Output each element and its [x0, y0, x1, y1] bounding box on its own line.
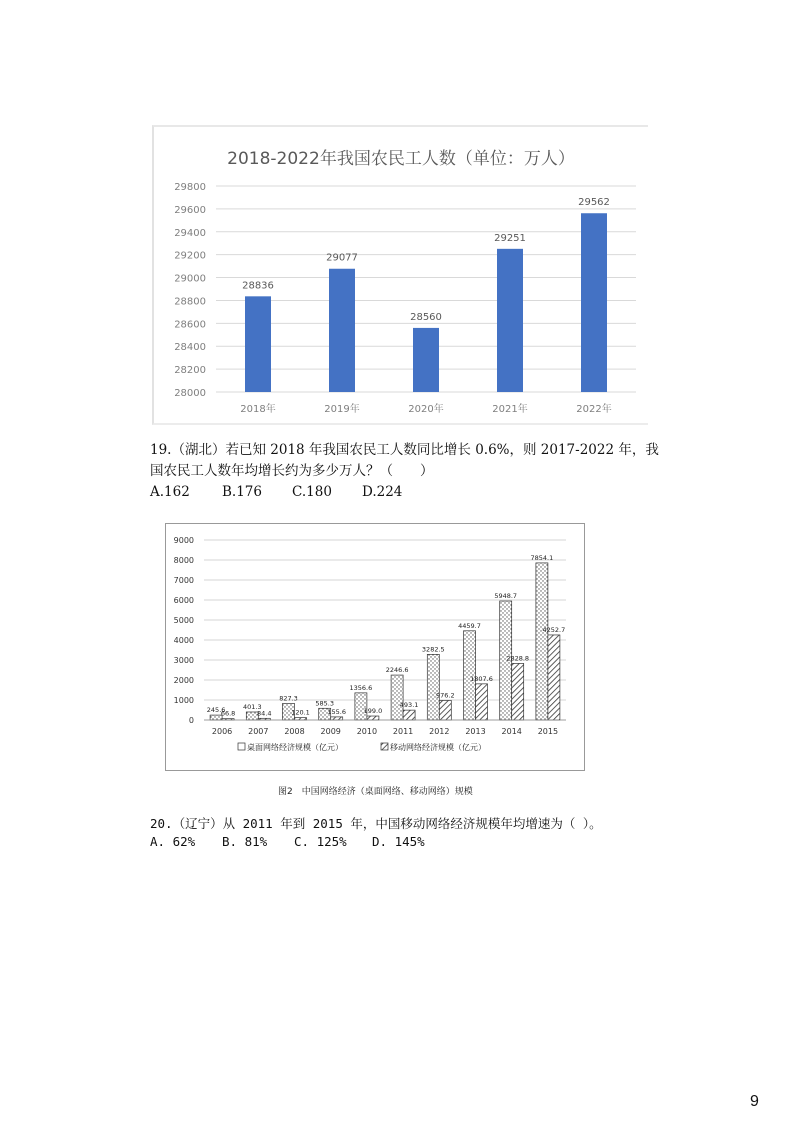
q19-option-c[interactable]: C.180: [292, 484, 332, 500]
network-economy-chart: [165, 523, 585, 771]
question-19-line1: 19.（湖北）若已知 2018 年我国农民工人数同比增长 0.6%，则 2017-2022 年，我: [150, 442, 659, 458]
data-label: 401.3: [242, 702, 262, 711]
question-19-line2: 国农民工人数年均增长约为多少万人？（ ）: [150, 463, 434, 479]
bar: [476, 684, 488, 720]
data-label: 4252.7: [542, 625, 566, 634]
data-label: 84.4: [257, 709, 272, 718]
question-20-options: [150, 833, 670, 851]
y-tick-label: 3000: [173, 656, 194, 665]
bar: [548, 635, 560, 720]
bar: [427, 654, 439, 720]
question-19-options: [150, 482, 660, 503]
q20-option-b[interactable]: B. 81%: [222, 834, 268, 849]
x-tick-label: 2009: [320, 727, 341, 736]
bar: [439, 700, 451, 720]
network-economy-bar-chart-svg: [166, 524, 584, 770]
y-tick-label: 28800: [174, 296, 206, 308]
bar: [391, 675, 403, 720]
y-tick-label: 2000: [173, 676, 194, 685]
legend-swatch-mobile: [381, 743, 388, 750]
x-tick-label: 2021年: [492, 404, 528, 415]
bar: [497, 249, 523, 392]
q19-option-d[interactable]: D.224: [362, 484, 403, 500]
y-tick-label: 1000: [173, 696, 194, 705]
x-tick-label: 2013: [465, 727, 486, 736]
y-tick-label: 6000: [173, 596, 194, 605]
q20-option-c[interactable]: C. 125%: [294, 834, 347, 849]
data-label: 493.1: [399, 701, 419, 710]
data-label: 3282.5: [421, 645, 445, 654]
data-label: 245.6: [206, 706, 226, 715]
y-tick-label: 29600: [174, 204, 206, 216]
x-tick-label: 2020年: [408, 404, 444, 415]
y-tick-label: 29400: [174, 227, 206, 239]
page-number: 9: [750, 1093, 759, 1110]
bar: [536, 563, 548, 720]
data-label: 1807.6: [470, 674, 493, 683]
data-label: 28836: [242, 280, 274, 292]
y-tick-label: 7000: [173, 576, 194, 585]
data-label: 827.3: [279, 694, 298, 703]
question-20-line1: 20.（辽宁）从 2011 年到 2015 年，中国移动网络经济规模年均增速为（ ）。: [150, 816, 602, 831]
question-19: [150, 440, 660, 503]
data-label: 29562: [578, 197, 610, 209]
x-tick-label: 2011: [392, 727, 414, 736]
bar: [413, 328, 439, 392]
y-tick-label: 28200: [174, 365, 206, 377]
data-label: 976.2: [435, 691, 455, 700]
migrant-workers-chart: [152, 125, 648, 425]
data-label: 4459.7: [458, 621, 481, 630]
y-tick-label: 28600: [174, 319, 206, 331]
bar: [581, 213, 607, 392]
x-tick-label: 2022年: [576, 404, 612, 415]
data-label: 199.0: [363, 707, 383, 716]
x-tick-label: 2012: [429, 727, 450, 736]
data-label: 585.3: [315, 699, 335, 708]
bar: [329, 269, 355, 392]
q20-option-a[interactable]: A. 62%: [150, 834, 196, 849]
x-tick-label: 2015: [537, 727, 559, 736]
y-tick-label: 9000: [173, 536, 194, 545]
x-tick-label: 2019年: [324, 404, 360, 415]
bar: [403, 710, 415, 720]
data-label: 120.1: [291, 708, 310, 717]
y-tick-label: 28000: [174, 388, 206, 399]
y-tick-label: 28400: [174, 342, 206, 354]
q19-option-a[interactable]: A.162: [150, 484, 190, 500]
data-label: 29077: [326, 252, 358, 264]
y-tick-label: 8000: [173, 556, 194, 565]
x-tick-label: 2008: [284, 727, 305, 736]
x-tick-label: 2018年: [240, 404, 276, 415]
y-tick-label: 0: [188, 716, 194, 725]
x-tick-label: 2007: [248, 727, 269, 736]
y-tick-label: 4000: [173, 636, 194, 645]
data-label: 1356.6: [349, 683, 373, 692]
y-tick-label: 29000: [174, 273, 206, 285]
question-20: [150, 815, 670, 851]
x-tick-label: 2010: [356, 727, 378, 736]
legend-label-desktop: 桌面网络经济规模（亿元）: [247, 743, 343, 752]
chart-title: 2018-2022年我国农民工人数（单位：万人）: [227, 149, 575, 169]
legend-label-mobile: 移动网络经济规模（亿元）: [390, 743, 486, 752]
y-tick-label: 5000: [173, 616, 194, 625]
data-label: 2828.8: [506, 654, 530, 663]
figure-2-caption: 图2 中国网络经济（桌面网络、移动网络）规模: [278, 787, 473, 797]
data-label: 2246.6: [385, 666, 409, 675]
x-tick-label: 2014: [501, 727, 522, 736]
y-tick-label: 29200: [174, 250, 206, 262]
x-tick-label: 2006: [211, 727, 233, 736]
q19-option-b[interactable]: B.176: [222, 484, 262, 500]
bar: [245, 296, 271, 392]
y-tick-label: 29800: [174, 182, 206, 193]
q20-option-d[interactable]: D. 145%: [372, 834, 425, 849]
data-label: 28560: [410, 311, 442, 323]
bar: [512, 663, 524, 720]
data-label: 155.6: [327, 707, 347, 716]
data-label: 29251: [494, 232, 526, 244]
bar: [331, 717, 343, 720]
migrant-workers-bar-chart-svg: [154, 127, 648, 423]
data-label: 66.8: [220, 709, 236, 718]
data-label: 7854.1: [530, 553, 554, 562]
legend-swatch-desktop: [238, 743, 245, 750]
bar: [367, 716, 379, 720]
data-label: 5948.7: [494, 592, 518, 601]
